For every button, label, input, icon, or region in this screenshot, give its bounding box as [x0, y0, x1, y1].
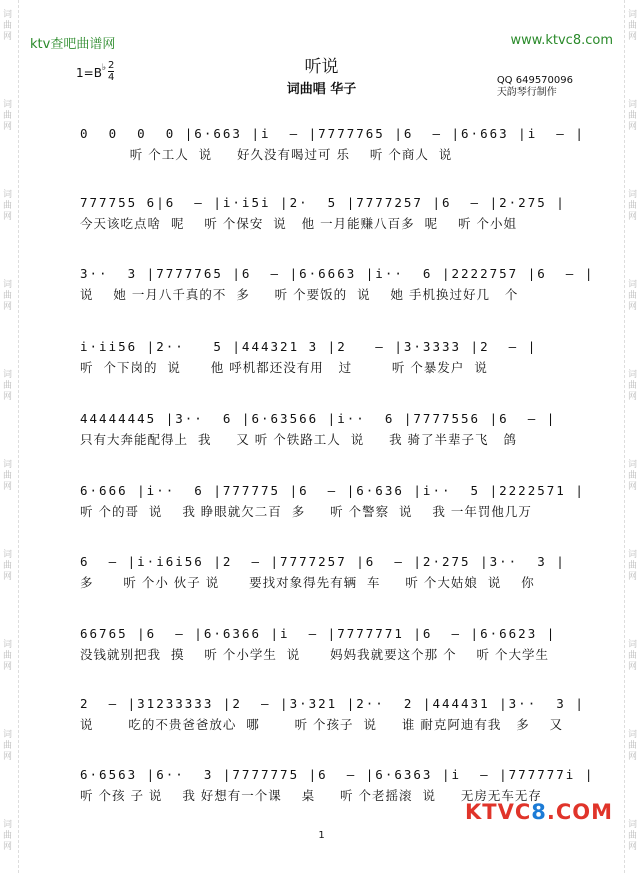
- notation-line: 3·· 3 |7777765 |6 – |6·6663 |i·· 6 |2222757 |6 – |: [80, 266, 595, 281]
- stave-row: [80, 338, 570, 376]
- logo-text-a: KTVC: [464, 800, 532, 824]
- watermark-text: 词 曲 网: [628, 460, 638, 492]
- right-watermark-strip: [624, 0, 643, 873]
- stave-row: [80, 625, 570, 663]
- watermark-text: 词 曲 网: [628, 550, 638, 582]
- notation-line: 0 0 0 0 |6·663 |i – |7777765 |6 – |6·663 |i – |: [80, 126, 585, 141]
- site-name-left: ktv查吧曲谱网: [30, 37, 116, 52]
- key-text: 1=B: [76, 66, 102, 80]
- lyrics-line: 只有大奔能配得上 我 又 听 个铁路工人 说 我 骑了半辈子飞 鸽: [80, 432, 517, 447]
- watermark-text: 词 曲 网: [3, 640, 13, 672]
- notation-line: 6·666 |i·· 6 |777775 |6 – |6·636 |i·· 5 |2222571 |: [80, 483, 585, 498]
- watermark-text: 词 曲 网: [3, 730, 13, 762]
- stave-row: [80, 125, 585, 163]
- composer-line: 词曲唱 华子: [286, 82, 357, 97]
- lyrics-line: 听 个工人 说 好久没有喝过可 乐 听 个商人 说: [80, 147, 453, 162]
- key-signature: [76, 63, 107, 80]
- stave-row: [80, 265, 595, 303]
- watermark-text: 词 曲 网: [628, 730, 638, 762]
- flat-sign: ♭: [101, 63, 107, 73]
- watermark-text: 词 曲 网: [628, 100, 638, 132]
- lyrics-line: 说 吃的不贵爸爸放心 哪 听 个孩子 说 谁 耐克阿迪有我 多 又: [80, 717, 564, 732]
- stave-row: [80, 482, 585, 520]
- notation-line: 777755 6|6 – |i·i5i |2· 5 |7777257 |6 – |2·275 |: [80, 195, 566, 210]
- stave-row: [80, 410, 570, 448]
- notation-line: 44444445 |3·· 6 |6·63566 |i·· 6 |7777556 |6 – |: [80, 411, 557, 426]
- watermark-text: 词 曲 网: [3, 460, 13, 492]
- stave-row: [80, 695, 585, 733]
- logo-text-b: 8: [531, 800, 547, 824]
- notation-line: 6·6563 |6·· 3 |7777775 |6 – |6·6363 |i – |777777i |: [80, 767, 595, 782]
- page-number: 1: [318, 830, 325, 841]
- watermark-text: 词 曲 网: [3, 190, 13, 222]
- lyrics-line: 听 个孩 子 说 我 好想有一个课 桌 听 个老摇滚 说 无房无车无存: [80, 788, 542, 803]
- watermark-text: 词 曲 网: [628, 640, 638, 672]
- stave-row: [80, 194, 570, 232]
- watermark-text: 词 曲 网: [3, 10, 13, 42]
- site-url-right: www.ktvc8.com: [510, 33, 613, 48]
- watermark-text: 词 曲 网: [628, 820, 638, 852]
- song-title: 听说: [304, 57, 339, 77]
- stave-row: [80, 766, 595, 804]
- watermark-text: 词 曲 网: [628, 280, 638, 312]
- lyrics-line: 听 个的哥 说 我 睁眼就欠二百 多 听 个警察 说 我 一年罚他几万: [80, 504, 532, 519]
- logo-text-c: .COM: [546, 800, 613, 824]
- lyrics-line: 没钱就别把我 摸 听 个小学生 说 妈妈我就要这个那 个 听 个大学生: [80, 647, 549, 662]
- watermark-text: 词 曲 网: [3, 100, 13, 132]
- watermark-text: 词 曲 网: [628, 370, 638, 402]
- watermark-text: 词 曲 网: [628, 10, 638, 42]
- credits-block: [497, 75, 573, 99]
- watermark-text: 词 曲 网: [3, 280, 13, 312]
- maker-credit: 天韵琴行制作: [496, 87, 557, 98]
- notation-line: 2 – |31233333 |2 – |3·321 |2·· 2 |444431 |3·· 3 |: [80, 696, 585, 711]
- lyrics-line: 说 她 一月八千真的不 多 听 个要饭的 说 她 手机换过好几 个: [80, 287, 519, 302]
- lyrics-line: 听 个下岗的 说 他 呼机都还没有用 过 听 个暴发户 说: [80, 360, 488, 375]
- lyrics-line: 今天该吃点啥 呢 听 个保安 说 他 一月能赚八百多 呢 听 个小姐: [80, 216, 517, 231]
- meter-bottom: 4: [108, 72, 115, 83]
- left-watermark-strip: [0, 0, 19, 873]
- notation-line: i·ii56 |2·· 5 |444321 3 |2 – |3·3333 |2 – |: [80, 339, 538, 354]
- stave-row: [80, 553, 570, 591]
- ktvc8-logo: [465, 800, 613, 824]
- notation-line: 6 – |i·i6i56 |2 – |7777257 |6 – |2·275 |3·· 3 |: [80, 554, 566, 569]
- watermark-text: 词 曲 网: [3, 550, 13, 582]
- lyrics-line: 多 听 个小 伙子 说 要找对象得先有辆 车 听 个大姑娘 说 你: [80, 575, 535, 590]
- qq-number: QQ 649570096: [496, 75, 573, 86]
- meter-top: 2: [108, 60, 115, 71]
- notation-line: 66765 |6 – |6·6366 |i – |7777771 |6 – |6·6623 |: [80, 626, 557, 641]
- watermark-text: 词 曲 网: [3, 820, 13, 852]
- watermark-text: 词 曲 网: [3, 370, 13, 402]
- time-signature: [108, 60, 114, 83]
- watermark-text: 词 曲 网: [628, 190, 638, 222]
